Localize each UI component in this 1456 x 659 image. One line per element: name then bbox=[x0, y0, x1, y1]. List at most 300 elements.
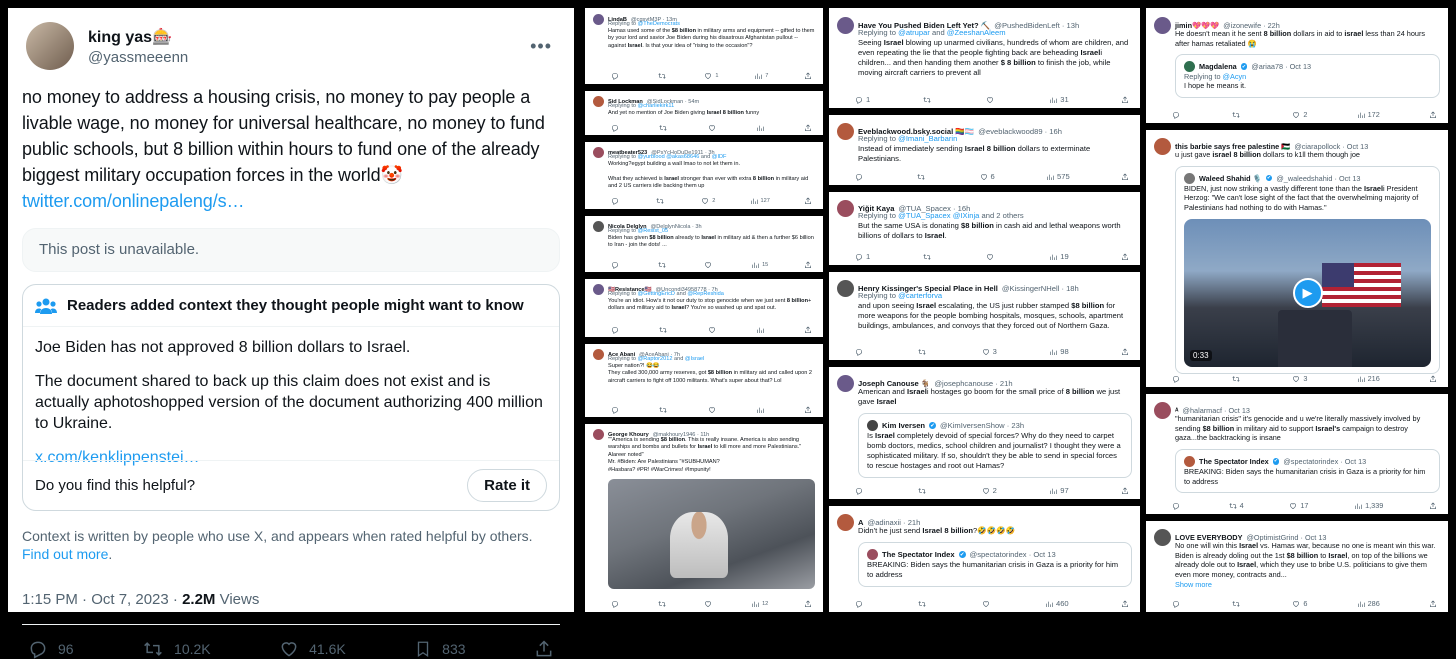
heart-icon bbox=[986, 253, 994, 261]
views-button[interactable] bbox=[756, 406, 767, 414]
stat-count: 172 bbox=[1367, 110, 1380, 119]
stat-count: 1 bbox=[715, 73, 719, 79]
views-label: Views bbox=[219, 591, 260, 608]
avatar[interactable] bbox=[593, 284, 604, 295]
reply-button[interactable] bbox=[1172, 374, 1183, 383]
share-button[interactable] bbox=[804, 600, 815, 608]
quoted-display-name[interactable]: Kim Iversen bbox=[882, 421, 926, 431]
tweet-content bbox=[608, 21, 815, 50]
display-name[interactable]: ᴬ bbox=[1175, 406, 1179, 415]
like-button[interactable] bbox=[704, 600, 715, 608]
timestamp-text[interactable]: 1:15 PM · Oct 7, 2023 · bbox=[22, 591, 178, 608]
tweet-card[interactable] bbox=[1146, 8, 1448, 123]
tweet-card[interactable] bbox=[829, 271, 1140, 360]
like-button[interactable] bbox=[704, 261, 715, 269]
stat-count: 575 bbox=[1057, 172, 1070, 181]
retweet-button[interactable] bbox=[923, 95, 934, 104]
share-button[interactable] bbox=[534, 639, 554, 659]
display-name[interactable]: Joseph Canouse 🐐 bbox=[858, 379, 931, 388]
retweet-button[interactable] bbox=[659, 406, 670, 414]
tweet-content bbox=[608, 356, 815, 385]
tweet-link[interactable]: twitter.com/onlinepaleng/s… bbox=[22, 191, 245, 211]
handle[interactable]: @PsYcHoDuDe1911 · 3h bbox=[651, 149, 715, 156]
reply-button[interactable] bbox=[611, 600, 622, 608]
note-paragraph: The document shared to back up this claim does not exist and is actually aphotoshopped version of the document authorizing 400 million to Ukraine. bbox=[35, 373, 543, 432]
avatar[interactable] bbox=[1184, 456, 1195, 467]
action-bar bbox=[611, 326, 815, 334]
tweet-card[interactable] bbox=[829, 114, 1140, 185]
stat-count: 460 bbox=[1055, 599, 1069, 608]
like-button[interactable] bbox=[704, 72, 718, 80]
verified-badge-icon: ✔ bbox=[959, 551, 965, 558]
photo-figure bbox=[670, 512, 728, 578]
like-button[interactable] bbox=[986, 95, 997, 104]
share-icon bbox=[1429, 111, 1437, 119]
views-icon bbox=[750, 197, 758, 205]
tweet-text: You're an idiot. How's it not our duty to stop genocide when we just sent 8 billion+ dollars and military aid to Israel? You're so washed up and spat out. bbox=[608, 298, 812, 312]
reply-button[interactable] bbox=[611, 197, 622, 205]
action-bar bbox=[855, 599, 1132, 608]
like-count: 41.6K bbox=[309, 641, 346, 657]
avatar[interactable] bbox=[1184, 61, 1195, 72]
replying-to: Replying to @charliekirk11 bbox=[608, 103, 675, 109]
reply-icon bbox=[1172, 502, 1180, 510]
action-bar bbox=[1172, 374, 1440, 383]
action-bar bbox=[611, 197, 815, 205]
display-name[interactable]: Yiğit Kaya bbox=[858, 204, 895, 213]
share-icon bbox=[804, 261, 812, 269]
display-name[interactable]: Ace Abani bbox=[608, 351, 636, 358]
handle[interactable]: @izonewife · 22h bbox=[1223, 21, 1280, 30]
reply-button[interactable] bbox=[1172, 599, 1183, 608]
reply-button[interactable] bbox=[855, 486, 866, 495]
share-button[interactable] bbox=[1121, 95, 1132, 104]
quoted-handle[interactable]: @KimIversenShow · 23h bbox=[939, 421, 1025, 431]
display-name[interactable]: LOVE EVERYBODY bbox=[1175, 533, 1243, 542]
avatar[interactable] bbox=[837, 200, 854, 217]
handle[interactable]: @ciarapollock · Oct 13 bbox=[1294, 142, 1369, 151]
tweet-text: Hamas used some of the $8 billion in military arms and equipment -- gifted to them by your lord and savior Joe Biden during his disastrous Afghanistan pullout -- against Israel. Is that your idea of "rising to the occasion"? bbox=[608, 28, 815, 49]
heart-icon bbox=[986, 96, 994, 104]
bookmark-icon bbox=[414, 639, 432, 659]
views-button[interactable] bbox=[1357, 374, 1380, 383]
handle[interactable]: @halarmacf · Oct 13 bbox=[1182, 406, 1250, 415]
avatar[interactable] bbox=[593, 96, 604, 107]
share-button[interactable] bbox=[1121, 347, 1132, 356]
avatar[interactable] bbox=[593, 14, 604, 25]
views-icon bbox=[1049, 96, 1057, 104]
handle[interactable]: @OptimistGrind · Oct 13 bbox=[1246, 533, 1327, 542]
heart-icon bbox=[1292, 375, 1300, 383]
handle[interactable]: @josephcanouse · 21h bbox=[934, 379, 1013, 388]
replying-to: Replying to @TUA_Spacex @IXinja and 2 others bbox=[858, 211, 1024, 220]
share-button[interactable] bbox=[1121, 486, 1132, 495]
tweet-text: Super nation?! 😂😂 They called 300,000 army reserves, got $8 billion in military aid and called upon 2 aircraft carriers to fight off 1000 militants. What's super about that? Lol bbox=[608, 363, 812, 384]
reply-icon bbox=[611, 261, 619, 269]
retweet-button[interactable] bbox=[1232, 599, 1243, 608]
like-button[interactable] bbox=[982, 486, 997, 495]
views-icon bbox=[1049, 487, 1057, 495]
like-button[interactable] bbox=[986, 252, 997, 261]
like-button[interactable] bbox=[1289, 501, 1308, 510]
stat-count: 2 bbox=[712, 198, 716, 204]
quoted-tweet-header bbox=[1184, 173, 1431, 184]
retweet-button[interactable] bbox=[658, 261, 669, 269]
tweet-text: But the same USA is donating $8 billion in cash aid and lethal weapons worth billions of dollars to Israel. bbox=[858, 221, 1121, 241]
retweet-button[interactable] bbox=[659, 326, 670, 334]
action-bar bbox=[855, 347, 1132, 356]
tweet-text: Didn't he just send Israel 8 billion?🤣🤣🤣🤣 bbox=[858, 526, 1016, 535]
flag-graphic bbox=[1322, 263, 1401, 307]
retweet-button[interactable] bbox=[923, 252, 934, 261]
like-button[interactable] bbox=[982, 347, 997, 356]
tweet-content bbox=[608, 103, 815, 117]
quoted-handle[interactable]: @_waleedshahid · Oct 13 bbox=[1276, 173, 1361, 183]
verified-badge-icon: ✔ bbox=[930, 422, 935, 429]
tweet-text: Seeing Israel blowing up unarmed civilians, hundreds of whom are children, and even repeating the lie that the people fighting back are beheading Israeli children... and then handing them another $ 8 billion to finish the job, while moving aircraft carriers to prevent all bbox=[858, 38, 1129, 78]
reply-button[interactable] bbox=[855, 95, 870, 104]
retweet-button[interactable] bbox=[918, 599, 929, 608]
quoted-tweet-header bbox=[867, 549, 1123, 560]
share-button[interactable] bbox=[1429, 501, 1440, 510]
retweet-button[interactable] bbox=[142, 639, 211, 659]
reply-button[interactable] bbox=[611, 326, 622, 334]
views-icon bbox=[1046, 173, 1054, 181]
reply-button[interactable] bbox=[611, 124, 622, 132]
stat-count: 6 bbox=[990, 172, 995, 181]
tweet-card[interactable] bbox=[829, 505, 1140, 612]
reply-button[interactable] bbox=[611, 72, 622, 80]
avatar[interactable] bbox=[867, 549, 878, 560]
rate-it-button[interactable]: Rate it bbox=[467, 469, 547, 502]
retweet-icon bbox=[656, 197, 664, 205]
heart-icon bbox=[708, 124, 716, 132]
note-source-link[interactable]: x.com/kenklippenstei… bbox=[35, 449, 200, 466]
quoted-tweet[interactable] bbox=[858, 413, 1132, 478]
like-button[interactable] bbox=[708, 326, 719, 334]
handle[interactable]: @cgsvtM3P · 13m bbox=[630, 16, 677, 23]
stat-count: 3 bbox=[1303, 374, 1308, 383]
handle[interactable]: @adinaxii · 21h bbox=[867, 518, 921, 527]
reply-icon bbox=[855, 487, 863, 495]
views-button[interactable] bbox=[756, 326, 767, 334]
tweet-text: "humanitarian crisis" it's genocide and u we're literally massively involved by sending $8 billion in military aid to support Israel's campaign to destroy gaza...the backtracking is insane bbox=[1175, 414, 1421, 443]
avatar[interactable] bbox=[837, 123, 854, 140]
more-options-icon[interactable]: ••• bbox=[530, 35, 552, 56]
share-button[interactable] bbox=[804, 261, 815, 269]
quoted-tweet[interactable] bbox=[1175, 166, 1440, 374]
reply-icon bbox=[611, 72, 619, 80]
share-button[interactable] bbox=[1429, 110, 1440, 119]
retweet-button[interactable] bbox=[918, 486, 929, 495]
handle[interactable]: @SidLockman · 54m bbox=[646, 98, 700, 105]
retweet-count: 10.2K bbox=[174, 641, 211, 657]
stat-count: 31 bbox=[1060, 95, 1069, 104]
video-player[interactable] bbox=[1184, 219, 1431, 367]
heart-icon bbox=[701, 197, 709, 205]
avatar[interactable] bbox=[593, 147, 604, 158]
replying-to: Replying to @Acyn bbox=[1184, 72, 1247, 82]
tweet-card[interactable] bbox=[1146, 129, 1448, 387]
action-bar bbox=[855, 95, 1132, 104]
show-more-link[interactable]: Show more bbox=[1175, 579, 1212, 589]
note-paragraph: Joe Biden has not approved 8 billion dollars to Israel. bbox=[35, 339, 411, 356]
quoted-text: BIDEN, just now striking a vastly different tone than the Israeli President Herzog: "We can't lose sight of the fact that the overwhelming majority of Palestinians had nothing to do with Hamas." bbox=[1184, 183, 1419, 212]
like-button[interactable] bbox=[701, 197, 715, 205]
tweet-card[interactable] bbox=[829, 8, 1140, 108]
stat-count: 1,339 bbox=[1365, 501, 1384, 510]
display-name[interactable]: king yas🎰 bbox=[88, 28, 172, 46]
reply-button[interactable] bbox=[855, 347, 866, 356]
like-button[interactable] bbox=[279, 639, 346, 659]
handle[interactable]: @AceAbani · 7h bbox=[639, 351, 680, 358]
retweet-button[interactable] bbox=[656, 197, 667, 205]
share-icon bbox=[534, 639, 554, 659]
retweet-icon bbox=[1232, 111, 1240, 119]
retweet-icon bbox=[658, 261, 666, 269]
views-button[interactable] bbox=[754, 72, 768, 80]
verified-badge-icon: ✔ bbox=[1266, 175, 1272, 182]
tweet-text: ""America is sending $8 billion. This is really insane. America is also sending warships and bombs and bullets for Israel to kill more and more Palestinians." Alareer noted" Mr. #Biden: Are Palestinians "#SUBHUMAN? #Hasbara? #PR! #WarCrimes! #Impunity! bbox=[608, 437, 802, 473]
tweet-text: no money to address a housing crisis, no money to pay people a livable wage, no money for universal healthcare, no money to fund public schools, but 8 billion within hours to fund one of the already biggest military occupation forces in the world🤡 bbox=[22, 87, 545, 185]
share-button[interactable] bbox=[804, 72, 815, 80]
quoted-tweet[interactable] bbox=[858, 542, 1132, 587]
tweet-content bbox=[608, 437, 815, 589]
share-button[interactable] bbox=[1121, 599, 1132, 608]
find-out-more-link[interactable]: Find out more bbox=[22, 546, 109, 562]
heart-icon bbox=[1289, 502, 1297, 510]
reply-button[interactable] bbox=[855, 599, 866, 608]
tweet-content bbox=[858, 387, 1132, 478]
tweet-card[interactable] bbox=[585, 215, 823, 273]
play-button-icon[interactable]: ▶ bbox=[1293, 278, 1323, 308]
avatar[interactable] bbox=[593, 349, 604, 360]
quoted-tweet[interactable] bbox=[1175, 449, 1440, 493]
tweet-card[interactable] bbox=[829, 366, 1140, 499]
screenshot-column-2 bbox=[829, 8, 1140, 612]
stat-count: 286 bbox=[1367, 599, 1380, 608]
retweet-button[interactable] bbox=[658, 72, 669, 80]
share-button[interactable] bbox=[804, 124, 815, 132]
action-bar bbox=[1172, 110, 1440, 119]
retweet-button[interactable] bbox=[659, 124, 670, 132]
action-bar bbox=[855, 486, 1132, 495]
views-button[interactable] bbox=[1357, 110, 1380, 119]
quoted-tweet-header bbox=[867, 420, 1123, 431]
retweet-button[interactable] bbox=[1232, 374, 1243, 383]
views-button[interactable] bbox=[1049, 252, 1068, 261]
heart-icon bbox=[704, 261, 712, 269]
reply-button[interactable] bbox=[28, 639, 74, 659]
tweet-card[interactable] bbox=[585, 8, 823, 84]
like-button[interactable] bbox=[708, 406, 719, 414]
retweet-icon bbox=[659, 326, 667, 334]
avatar[interactable] bbox=[867, 420, 878, 431]
reply-button[interactable] bbox=[855, 172, 866, 181]
display-name[interactable]: 🇺🇸Resistance🇺🇸 bbox=[608, 286, 652, 293]
stat-count: 2 bbox=[1303, 110, 1308, 119]
action-bar bbox=[855, 252, 1132, 261]
views-button[interactable] bbox=[1049, 95, 1068, 104]
retweet-button[interactable] bbox=[1232, 110, 1243, 119]
display-name[interactable]: Henry Kissinger's Special Place in Hell bbox=[858, 284, 998, 293]
heart-icon bbox=[982, 487, 990, 495]
tweet-card[interactable] bbox=[585, 423, 823, 612]
share-button[interactable] bbox=[804, 197, 815, 205]
quoted-handle[interactable]: @ariaa78 · Oct 13 bbox=[1251, 62, 1312, 72]
views-button[interactable] bbox=[751, 261, 768, 269]
tweet-text: Instead of immediately sending Israel 8 billion dollars to exterminate Palestinians. bbox=[858, 144, 1091, 164]
views-button[interactable] bbox=[1049, 347, 1068, 356]
views-button[interactable] bbox=[1045, 599, 1069, 608]
reply-icon bbox=[611, 197, 619, 205]
reply-icon bbox=[855, 253, 863, 261]
display-name[interactable]: A bbox=[858, 518, 864, 527]
stat-count: 4 bbox=[1239, 501, 1244, 510]
views-button[interactable] bbox=[1049, 486, 1068, 495]
views-button[interactable] bbox=[1357, 599, 1380, 608]
avatar[interactable] bbox=[593, 429, 604, 440]
avatar[interactable] bbox=[1154, 17, 1171, 34]
retweet-icon bbox=[923, 253, 931, 261]
share-button[interactable] bbox=[1429, 599, 1440, 608]
views-button[interactable] bbox=[756, 124, 767, 132]
stat-count: 19 bbox=[1060, 252, 1069, 261]
tweet-card[interactable] bbox=[585, 141, 823, 209]
display-name[interactable]: jimin💖💖💖 bbox=[1175, 21, 1220, 30]
reply-icon bbox=[855, 173, 863, 181]
replying-to: Replying to @Raptor2012 and @Israel bbox=[608, 356, 705, 362]
quoted-tweet-header bbox=[1184, 61, 1431, 72]
share-button[interactable] bbox=[1121, 252, 1132, 261]
retweet-icon bbox=[142, 639, 164, 659]
reply-button[interactable] bbox=[611, 406, 622, 414]
like-button[interactable] bbox=[1292, 374, 1307, 383]
avatar[interactable] bbox=[837, 375, 854, 392]
retweet-button[interactable] bbox=[658, 600, 669, 608]
stat-count: 3 bbox=[992, 347, 997, 356]
share-button[interactable] bbox=[1121, 172, 1132, 181]
tweet-card[interactable] bbox=[829, 191, 1140, 265]
display-name[interactable]: Have You Pushed Biden Left Yet? ⛏️ bbox=[858, 21, 991, 30]
reply-button[interactable] bbox=[611, 261, 622, 269]
stat-count: 127 bbox=[760, 198, 770, 204]
share-button[interactable] bbox=[1429, 374, 1440, 383]
views-button[interactable] bbox=[750, 197, 770, 205]
handle[interactable]: @eveblackwood89 · 16h bbox=[978, 127, 1062, 136]
quoted-display-name[interactable]: Waleed Shahid 🎙️ bbox=[1199, 173, 1262, 183]
heart-icon bbox=[704, 72, 712, 80]
quoted-text: BREAKING: Biden says the humanitarian crisis in Gaza is a priority for him to address bbox=[1184, 466, 1426, 486]
stat-count: 2 bbox=[992, 486, 997, 495]
handle[interactable]: @DelglynNicola · 3h bbox=[650, 223, 702, 230]
display-name[interactable]: meatbeater523 bbox=[608, 149, 648, 156]
tweet-card[interactable] bbox=[585, 278, 823, 338]
reply-button[interactable] bbox=[1172, 501, 1183, 510]
avatar[interactable] bbox=[1184, 173, 1195, 184]
display-name[interactable]: Eveblackwood.bsky.social 🏳️‍🌈🏳️‍⚧️ bbox=[858, 127, 975, 136]
views-icon bbox=[754, 72, 762, 80]
like-button[interactable] bbox=[980, 172, 995, 181]
avatar[interactable] bbox=[837, 280, 854, 297]
views-icon bbox=[756, 326, 764, 334]
avatar[interactable] bbox=[1154, 138, 1171, 155]
tweet-card[interactable] bbox=[585, 343, 823, 418]
action-bar bbox=[611, 124, 815, 132]
reply-button[interactable] bbox=[1172, 110, 1183, 119]
handle[interactable]: @KissingerNHell · 18h bbox=[1001, 284, 1079, 293]
display-name[interactable]: LindaB bbox=[608, 16, 627, 23]
display-name[interactable]: Sid Lockman bbox=[608, 98, 643, 105]
views-button[interactable] bbox=[1046, 172, 1070, 181]
avatar[interactable] bbox=[837, 17, 854, 34]
share-button[interactable] bbox=[804, 406, 815, 414]
views-icon bbox=[1049, 253, 1057, 261]
views-button[interactable] bbox=[751, 600, 768, 608]
quoted-tweet[interactable] bbox=[1175, 54, 1440, 98]
handle[interactable]: @TUA_Spacex · 16h bbox=[898, 204, 971, 213]
quoted-display-name[interactable]: The Spectator Index bbox=[1199, 456, 1269, 466]
retweet-button[interactable] bbox=[1229, 501, 1244, 510]
tweet-card[interactable] bbox=[1146, 393, 1448, 514]
share-icon bbox=[1121, 173, 1129, 181]
retweet-icon bbox=[659, 124, 667, 132]
handle[interactable]: @PushedBidenLeft · 13h bbox=[994, 21, 1080, 30]
display-name[interactable]: Nicola Delglyn bbox=[608, 223, 647, 230]
reply-button[interactable] bbox=[855, 252, 870, 261]
display-name[interactable]: George Khoury bbox=[608, 431, 649, 438]
handle[interactable]: @Uncondi34958778 · 7h bbox=[655, 286, 718, 293]
handle[interactable]: @makhoury1946 · 11h bbox=[652, 431, 710, 438]
like-button[interactable] bbox=[708, 124, 719, 132]
avatar[interactable] bbox=[593, 221, 604, 232]
bookmark-button[interactable] bbox=[414, 639, 465, 659]
action-bar bbox=[611, 406, 815, 414]
display-name[interactable]: this barbie says free palestine 🇵🇸 bbox=[1175, 142, 1291, 151]
reply-icon bbox=[855, 96, 863, 104]
views-icon bbox=[751, 600, 759, 608]
like-button[interactable] bbox=[1292, 599, 1307, 608]
views-icon bbox=[756, 406, 764, 414]
tweet-card[interactable] bbox=[585, 90, 823, 136]
tweet-card[interactable] bbox=[1146, 520, 1448, 612]
like-button[interactable] bbox=[1292, 110, 1307, 119]
reply-icon bbox=[1172, 600, 1180, 608]
avatar[interactable] bbox=[1154, 402, 1171, 419]
handle[interactable]: @yassmeeenn bbox=[88, 48, 189, 66]
verified-badge-icon: ✔ bbox=[1241, 63, 1247, 70]
share-icon bbox=[1121, 96, 1129, 104]
views-button[interactable] bbox=[1354, 501, 1383, 510]
avatar[interactable] bbox=[1154, 529, 1171, 546]
avatar[interactable] bbox=[26, 22, 74, 70]
retweet-icon bbox=[918, 348, 926, 356]
quoted-handle[interactable]: @spectatorindex · Oct 13 bbox=[1283, 456, 1367, 466]
quoted-display-name[interactable]: The Spectator Index bbox=[882, 550, 955, 560]
tweet-content bbox=[608, 291, 815, 313]
like-button[interactable] bbox=[982, 599, 993, 608]
quoted-display-name[interactable]: Magdalena bbox=[1199, 62, 1237, 72]
tweet-photo[interactable] bbox=[608, 479, 815, 589]
share-button[interactable] bbox=[804, 326, 815, 334]
retweet-button[interactable] bbox=[917, 172, 928, 181]
avatar[interactable] bbox=[837, 514, 854, 531]
retweet-button[interactable] bbox=[918, 347, 929, 356]
quoted-handle[interactable]: @spectatorindex · Oct 13 bbox=[969, 550, 1056, 560]
screenshot-column-1 bbox=[585, 8, 823, 612]
stat-count: 6 bbox=[1303, 599, 1308, 608]
share-icon bbox=[1429, 502, 1437, 510]
